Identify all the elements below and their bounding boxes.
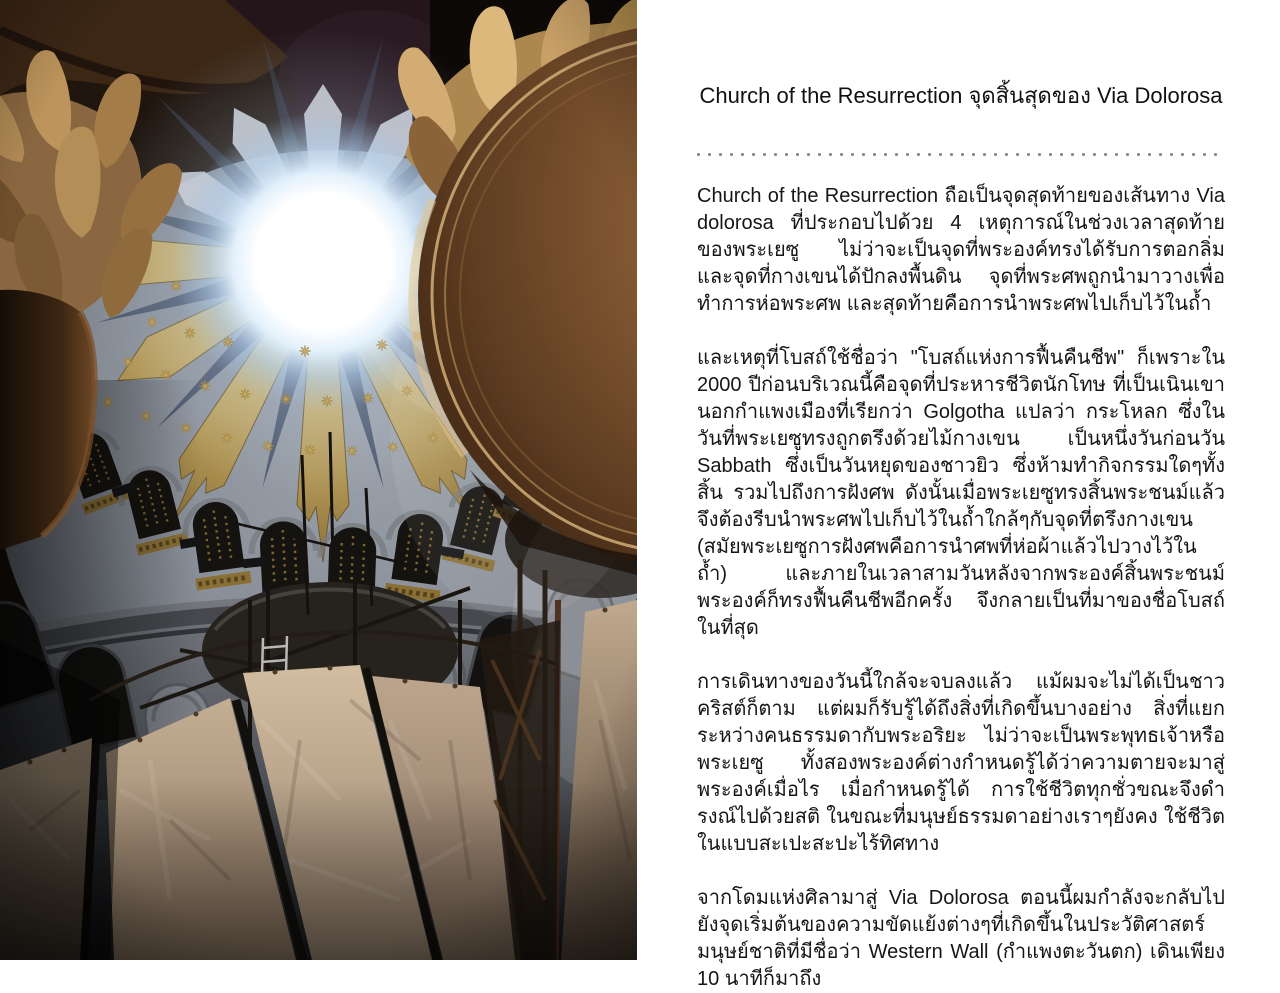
church-rotunda-photo-art [0,0,637,960]
church-rotunda-photo [0,0,637,960]
paragraph-4: จากโดมแห่งศิลามาสู่ Via Dolorosa ตอนนี้ผมกำลังจะกลับไปยังจุดเริ่มต้นของความขัดแย้งต่างๆที่เกิดขึ้นในประวัติศาสตร์มนุษย์ชาติที่มีชื่อว่า Western Wall (กำแพงตะวันตก) เดินเพียง 10 นาทีก็มาถึง [697,887,1225,990]
page-title: Church of the Resurrection จุดสิ้นสุดของ Via Dolorosa [699,83,1223,108]
paragraph-1: Church of the Resurrection ถือเป็นจุดสุดท้ายของเส้นทาง Via dolorosa ที่ประกอบไปด้วย 4 เหตุการณ์ในช่วงเวลาสุดท้ายของพระเยซู ไม่ว่าจะเป็นจุดที่พระองค์ทรงได้รับการตอกลิ่ม และจุดที่กางเขนได้ปักลงพื้นดิน จุดที่พระศพถูกนำมาวางเพื่อทำการห่อพระศพ และสุดท้ายคือการนำพระศพไปเก็บไว้ในถ้ำ [697,185,1225,315]
paragraph-2: และเหตุที่โบสถ์ใช้ชื่อว่า "โบสถ์แห่งการฟื้นคืนชีพ" ก็เพราะใน 2000 ปีก่อนบริเวณนี้คือจุดที่ประหารชีวิตนักโทษ ที่เป็นเนินเขานอกกำแพงเมืองที่เรียกว่า Golgotha แปลว่า กระโหลก ซึ่งในวันที่พระเยซูทรงถูกตรึงด้วยไม้กางเขน เป็นหนึ่งวันก่อนวัน Sabbath ซึ่งเป็นวันหยุดของชาวยิว ซึ่งห้ามทำกิจกรรมใดๆทั้งสิ้น รวมไปถึงการฝังศพ ดังนั้นเมื่อพระเยซูทรงสิ้นพระชนม์แล้ว จึงต้องรีบนำพระศพไปเก็บไว้ในถ้ำใกล้ๆกับจุดที่ตรึงกางเขน (สมัยพระเยซูการฝังศพคือการนำศพที่ห่อผ้าแล้วไปวางไว้ในถ้ำ) และภายในเวลาสามวันหลังจากพระองค์สิ้นพระชนม์ พระองค์ก็ทรงฟื้นคืนชีพอีกครั้ง จึงกลายเป็นที่มาของชื่อโบสถ์ในที่สุด [697,347,1225,639]
paragraph-3: การเดินทางของวันนี้ใกล้จะจบลงแล้ว แม้ผมจะไม่ได้เป็นชาวคริสต์ก็ตาม แต่ผมก็รับรู้ได้ถึงสิ่งที่เกิดขึ้นบางอย่าง สิ่งที่แยกระหว่างคนธรรมดากับพระอริยะ ไม่ว่าจะเป็นพระพุทธเจ้าหรือพระเยซู ทั้งสองพระองค์ต่างกำหนดรู้ได้ว่าความตายจะมาสู่พระองค์เมื่อไร เมื่อกำหนดรู้ได้ การใช้ชีวิตทุกชั่วขณะจึงดำรงณ์ไปด้วยสติ ในขณะที่มนุษย์ธรรมดาอย่างเราๆยังคง ใช้ชีวิต ในแบบสะเปะสะปะไร้ทิศทาง [697,671,1225,855]
article-panel [637,0,1280,990]
dotted-divider [697,153,1225,156]
vignette [0,0,637,960]
